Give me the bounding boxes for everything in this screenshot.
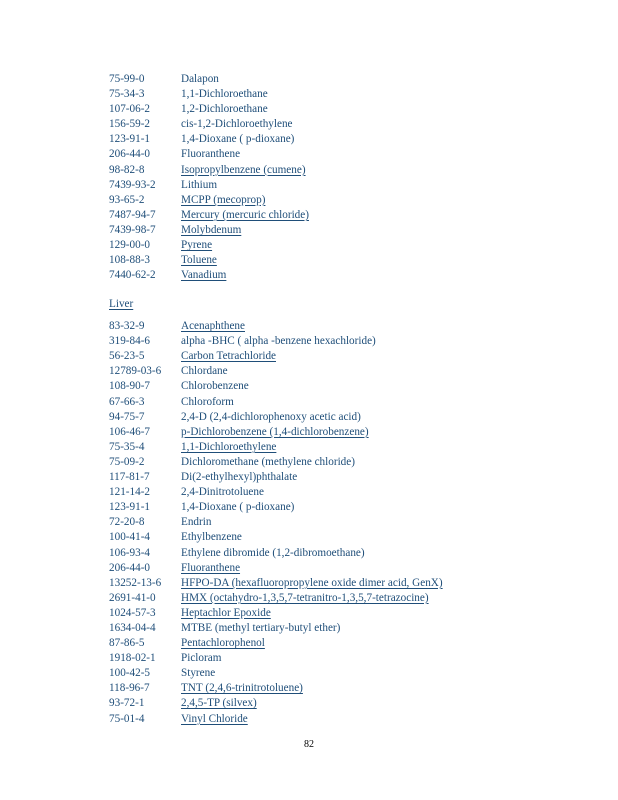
chemical-row bbox=[109, 666, 549, 681]
cas-number: 108-88-3 bbox=[109, 254, 151, 267]
cas-number: 7487-94-7 bbox=[109, 208, 156, 221]
chemical-name: Isopropylbenzene (cumene) bbox=[181, 163, 306, 176]
link-underline-tail bbox=[306, 163, 318, 178]
cas-number: 13252-13-6 bbox=[109, 576, 162, 589]
cas-number: 87-86-5 bbox=[109, 637, 145, 650]
chemical-link-row[interactable] bbox=[109, 253, 549, 268]
chemical-link-row[interactable] bbox=[109, 576, 549, 591]
cas-number: 206-44-0 bbox=[109, 148, 151, 161]
cas-number: 1024-57-3 bbox=[109, 606, 156, 619]
link-underline-tail bbox=[248, 712, 260, 727]
link-underline-tail bbox=[245, 319, 257, 334]
cas-number: 75-99-0 bbox=[109, 73, 145, 85]
cas-number: 121-14-2 bbox=[109, 486, 151, 499]
chemical-row bbox=[109, 515, 549, 530]
cas-number: 56-23-5 bbox=[109, 350, 145, 363]
link-underline-tail bbox=[265, 193, 277, 208]
chemical-list-liver bbox=[109, 297, 549, 727]
chemical-name: Vinyl Chloride bbox=[181, 712, 248, 725]
chemical-name: Fluoranthene bbox=[181, 561, 241, 574]
chemical-name: Di(2-ethylhexyl)phthalate bbox=[181, 471, 298, 484]
chemical-name: Chlordane bbox=[181, 365, 228, 378]
chemical-name: 2,4-Dinitrotoluene bbox=[181, 486, 264, 499]
chemical-row bbox=[109, 470, 549, 485]
cas-number: 7439-93-2 bbox=[109, 178, 156, 191]
chemical-row bbox=[109, 455, 549, 470]
chemical-name: 1,4-Dioxane ( p-dioxane) bbox=[181, 133, 295, 146]
chemical-name: Lithium bbox=[181, 178, 218, 191]
cas-number: 100-41-4 bbox=[109, 531, 151, 544]
cas-number: 94-75-7 bbox=[109, 410, 145, 423]
cas-number: 117-81-7 bbox=[109, 471, 150, 484]
chemical-row bbox=[109, 364, 549, 379]
chemical-link-row[interactable] bbox=[109, 425, 549, 440]
chemical-name: 1,4-Dioxane ( p-dioxane) bbox=[181, 501, 295, 514]
link-underline-tail bbox=[443, 576, 455, 591]
cas-number: 83-32-9 bbox=[109, 320, 145, 333]
chemical-link-row[interactable] bbox=[109, 606, 549, 621]
cas-number: 75-34-3 bbox=[109, 88, 145, 101]
chemical-link-row[interactable] bbox=[109, 238, 549, 253]
chemical-name: cis-1,2-Dichloroethylene bbox=[181, 118, 293, 131]
link-underline-tail bbox=[212, 238, 224, 253]
chemical-name: Ethylbenzene bbox=[181, 531, 242, 544]
link-underline-tail bbox=[276, 440, 288, 455]
chemical-name: Ethylene dibromide (1,2-dibromoethane) bbox=[181, 546, 365, 559]
cas-number: 123-91-1 bbox=[109, 501, 151, 514]
chemical-link-row[interactable] bbox=[109, 712, 549, 727]
chemical-name: Pentachlorophenol bbox=[181, 637, 265, 650]
chemical-name: Molybdenum bbox=[181, 223, 242, 236]
chemical-name: HMX (octahydro-1,3,5,7-tetranitro-1,3,5,7-tetrazocine) bbox=[181, 591, 429, 604]
chemical-row bbox=[109, 117, 549, 132]
chemical-row bbox=[109, 334, 549, 349]
chemical-link-row[interactable] bbox=[109, 223, 549, 238]
chemical-name: MTBE (methyl tertiary-butyl ether) bbox=[181, 621, 341, 634]
cas-number: 67-66-3 bbox=[109, 395, 145, 408]
link-underline-tail bbox=[276, 349, 288, 364]
cas-number: 123-91-1 bbox=[109, 133, 151, 146]
heading-gap bbox=[109, 312, 549, 319]
chemical-row bbox=[109, 651, 549, 666]
chemical-name: MCPP (mecoprop) bbox=[181, 193, 266, 206]
cas-number: 1918-02-1 bbox=[109, 652, 156, 665]
chemical-name: Acenaphthene bbox=[181, 320, 245, 333]
chemical-name: Dichloromethane (methylene chloride) bbox=[181, 455, 355, 468]
cas-number: 98-82-8 bbox=[109, 163, 145, 176]
chemical-link-row[interactable] bbox=[109, 349, 549, 364]
link-underline-tail bbox=[241, 223, 253, 238]
chemical-link-row[interactable] bbox=[109, 681, 549, 696]
chemical-row bbox=[109, 178, 549, 193]
chemical-name: Heptachlor Epoxide bbox=[181, 606, 271, 619]
link-underline-tail bbox=[303, 681, 315, 696]
chemical-row bbox=[109, 621, 549, 636]
chemical-link-row[interactable] bbox=[109, 636, 549, 651]
cas-number: 107-06-2 bbox=[109, 103, 151, 116]
cas-number: 100-42-5 bbox=[109, 667, 151, 680]
chemical-link-row[interactable] bbox=[109, 268, 549, 283]
cas-number: 1634-04-4 bbox=[109, 621, 156, 634]
cas-number: 118-96-7 bbox=[109, 682, 150, 695]
chemical-row bbox=[109, 379, 549, 394]
chemical-name: Dalapon bbox=[181, 73, 219, 85]
link-underline-tail bbox=[240, 561, 252, 576]
chemical-row bbox=[109, 395, 549, 410]
chemical-name: Chlorobenzene bbox=[181, 380, 249, 393]
link-underline-tail bbox=[369, 425, 381, 440]
cas-number: 7439-98-7 bbox=[109, 223, 156, 236]
chemical-name: TNT (2,4,6-trinitrotoluene) bbox=[181, 682, 303, 695]
chemical-row bbox=[109, 410, 549, 425]
chemical-row bbox=[109, 72, 549, 87]
cas-number: 75-09-2 bbox=[109, 455, 145, 468]
cas-number: 93-72-1 bbox=[109, 697, 145, 710]
chemical-row bbox=[109, 530, 549, 545]
cas-number: 106-93-4 bbox=[109, 546, 151, 559]
cas-number: 93-65-2 bbox=[109, 193, 145, 206]
chemical-link-row[interactable] bbox=[109, 319, 549, 334]
chemical-name: alpha -BHC ( alpha -benzene hexachloride) bbox=[181, 335, 376, 348]
chemical-name: HFPO-DA (hexafluoropropylene oxide dimer acid, GenX) bbox=[181, 576, 443, 589]
chemical-row bbox=[109, 546, 549, 561]
section-heading-liver[interactable]: Liver bbox=[109, 298, 134, 310]
cas-number: 206-44-0 bbox=[109, 561, 151, 574]
cas-number: 7440-62-2 bbox=[109, 269, 156, 282]
chemical-name: 1,2-Dichloroethane bbox=[181, 103, 268, 116]
chemical-link-row[interactable] bbox=[109, 208, 549, 223]
chemical-link-row[interactable] bbox=[109, 591, 549, 606]
chemical-name: Pyrene bbox=[181, 239, 213, 252]
cas-number: 75-35-4 bbox=[109, 440, 145, 453]
chemical-name: 1,1-Dichloroethylene bbox=[181, 440, 277, 453]
chemical-name: Fluoranthene bbox=[181, 148, 241, 161]
cas-number: 12789-03-6 bbox=[109, 365, 162, 378]
cas-number: 106-46-7 bbox=[109, 425, 151, 438]
chemical-link-row[interactable] bbox=[109, 696, 549, 711]
chemical-row bbox=[109, 132, 549, 147]
link-underline-tail bbox=[265, 636, 277, 651]
link-underline-tail bbox=[271, 606, 283, 621]
cas-number: 72-20-8 bbox=[109, 516, 145, 529]
chemical-link-row[interactable] bbox=[109, 440, 549, 455]
chemical-name: Endrin bbox=[181, 516, 212, 529]
chemical-row bbox=[109, 102, 549, 117]
chemical-name: Toluene bbox=[181, 254, 217, 267]
cas-number: 75-01-4 bbox=[109, 712, 145, 725]
link-underline-tail bbox=[309, 208, 321, 223]
chemical-name: Picloram bbox=[181, 652, 222, 665]
chemical-name: p-Dichlorobenzene (1,4-dichlorobenzene) bbox=[181, 425, 369, 438]
chemical-name: Vanadium bbox=[181, 269, 227, 282]
page-number: 82 bbox=[304, 739, 314, 750]
chemical-name: 1,1-Dichloroethane bbox=[181, 88, 268, 101]
chemical-name: Chloroform bbox=[181, 395, 234, 408]
chemical-row bbox=[109, 147, 549, 162]
cas-number: 156-59-2 bbox=[109, 118, 151, 131]
chemical-name: 2,4-D (2,4-dichlorophenoxy acetic acid) bbox=[181, 410, 361, 423]
chemical-row bbox=[109, 485, 549, 500]
link-underline-tail bbox=[217, 253, 229, 268]
link-underline-tail bbox=[429, 591, 441, 606]
chemical-row bbox=[109, 87, 549, 102]
chemical-name: 2,4,5-TP (silvex) bbox=[181, 697, 257, 710]
chemical-list-upper bbox=[109, 72, 549, 283]
cas-number: 319-84-6 bbox=[109, 335, 151, 348]
chemical-link-row[interactable] bbox=[109, 163, 549, 178]
cas-number: 129-00-0 bbox=[109, 239, 151, 252]
cas-number: 2691-41-0 bbox=[109, 591, 156, 604]
cas-number: 108-90-7 bbox=[109, 380, 151, 393]
chemical-name: Carbon Tetrachloride bbox=[181, 350, 276, 363]
chemical-name: Mercury (mercuric chloride) bbox=[181, 208, 309, 221]
chemical-link-row[interactable] bbox=[109, 193, 549, 208]
link-underline-tail bbox=[226, 268, 238, 283]
link-underline-tail bbox=[257, 696, 269, 711]
chemical-name: Styrene bbox=[181, 667, 216, 680]
chemical-link-row[interactable] bbox=[109, 561, 549, 576]
chemical-row bbox=[109, 500, 549, 515]
